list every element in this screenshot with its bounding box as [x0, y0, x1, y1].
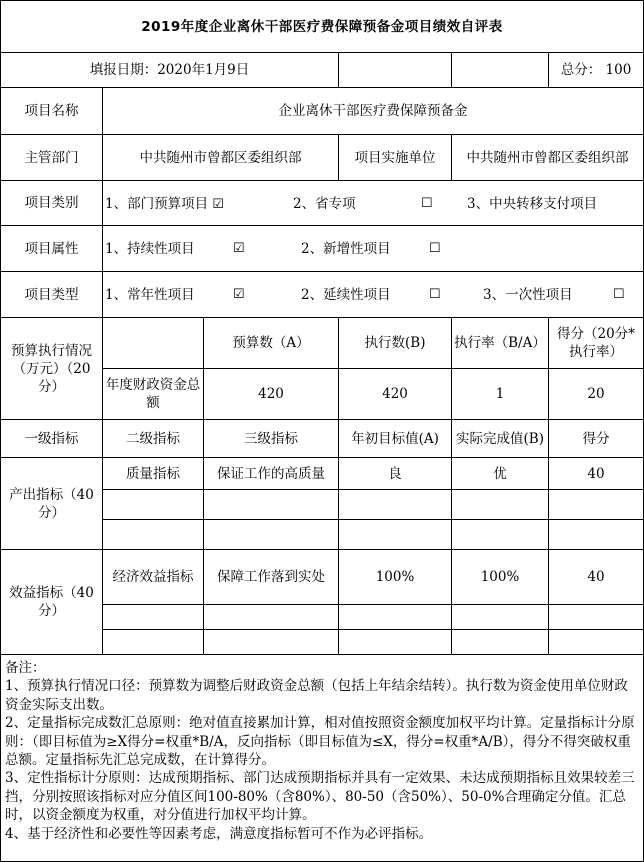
checkbox-checked-icon: ☑	[233, 241, 245, 256]
output-actual: 优	[452, 458, 549, 490]
category-options	[103, 181, 644, 226]
category-option: 1、部门预算项目 ☑	[105, 196, 225, 212]
benefit-target: 100%	[339, 550, 452, 605]
attr-options	[103, 226, 644, 272]
category-option: 2、省专项	[293, 196, 356, 212]
benefit-label: 效益指标（40分）	[1, 550, 103, 655]
category-option: 3、中央转移支付项目	[467, 196, 598, 212]
type-label: 项目类型	[1, 272, 103, 318]
dept-label: 主管部门	[1, 135, 103, 181]
type-option: 2、延续性项目	[301, 287, 391, 303]
blank-cell	[103, 318, 204, 369]
project-name-label: 项目名称	[1, 88, 103, 135]
ind-h1: 一级指标	[1, 420, 103, 458]
type-option: 3、一次性项目	[483, 287, 573, 303]
output-l3: 保证工作的高质量	[204, 458, 339, 490]
checkbox-empty-icon: ☐	[421, 196, 433, 211]
ind-h6: 得分	[549, 420, 644, 458]
rate-header: 执行率（B/A）	[452, 318, 549, 369]
notes	[1, 655, 644, 862]
total-value: 100	[605, 62, 632, 78]
attr-option: 2、新增性项目	[301, 241, 391, 257]
output-l2: 质量指标	[103, 458, 204, 490]
total-score	[549, 53, 644, 88]
benefit-l3: 保障工作落到实处	[204, 550, 339, 605]
ind-h4: 年初目标值(A)	[339, 420, 452, 458]
note-item: 3、定性指标计分原则：达成预期指标、部门达成预期指标并具有一定效果、未达成预期指标且效果较差三挡，分别按照该指标对应分值区间100-80%（含80%）、80-50（含50%）、50-0%合理确定分值。汇总时，以资金额度为权重，对分值进行加权平均计算。	[5, 770, 635, 824]
checkbox-checked-icon: ☑	[233, 287, 245, 302]
fill-date: 填报日期：2020年1月9日	[1, 53, 339, 88]
benefit-actual: 100%	[452, 550, 549, 605]
exec-value: 420	[339, 369, 452, 420]
page-title: 2019年度企业离休干部医疗费保障预备金项目绩效自评表	[1, 1, 644, 53]
notes-heading: 备注：	[5, 660, 46, 676]
attr-label: 项目属性	[1, 226, 103, 272]
output-label: 产出指标（40分）	[1, 458, 103, 550]
exec-header: 执行数(B)	[339, 318, 452, 369]
budget-header: 预算数（A）	[204, 318, 339, 369]
budget-score-value: 20	[549, 369, 644, 420]
note-item: 2、定量指标完成数汇总原则：绝对值直接累加计算，相对值按照资金额度加权平均计算。定量指标计分原则：（即目标值为≥X得分=权重*B/A，反向指标（即目标值为≤X，得分=权重*A/B），得分不得突破权重总额。定量指标先汇总完成数，在计算得分。	[5, 715, 635, 769]
output-target: 良	[339, 458, 452, 490]
output-score: 40	[549, 458, 644, 490]
checkbox-empty-icon: ☐	[429, 287, 441, 302]
score-header: 得分（20分*执行率）	[549, 318, 644, 369]
note-item: 4、基于经济性和必要性等因素考虑，满意度指标暂可不作为必评指标。	[5, 825, 433, 842]
total-label: 总分：	[560, 62, 602, 78]
rate-value: 1	[452, 369, 549, 420]
ind-h3: 三级指标	[204, 420, 339, 458]
category-label: 项目类别	[1, 181, 103, 226]
dept-value: 中共随州市曾都区委组织部	[103, 135, 339, 181]
ind-h5: 实际完成值(B)	[452, 420, 549, 458]
benefit-l2: 经济效益指标	[103, 550, 204, 605]
budget-row-label: 年度财政资金总额	[103, 369, 204, 420]
type-option: 1、常年性项目	[105, 287, 195, 303]
project-name-value: 企业离休干部医疗费保障预备金	[103, 88, 644, 135]
checkbox-empty-icon: ☐	[429, 241, 441, 256]
attr-option: 1、持续性项目	[105, 241, 195, 257]
type-options	[103, 272, 644, 318]
checkbox-checked-icon: ☑	[212, 197, 225, 212]
blank-cell	[452, 53, 549, 88]
budget-value: 420	[204, 369, 339, 420]
note-item: 1、预算执行情况口径：预算数为调整后财政资金总额（包括上年结余结转）。执行数为资金使用单位财政资金实际支出数。	[5, 678, 628, 713]
impl-label: 项目实施单位	[339, 135, 452, 181]
checkbox-empty-icon: ☐	[613, 287, 625, 302]
ind-h2: 二级指标	[103, 420, 204, 458]
budget-label: 预算执行情况（万元）（20分）	[1, 318, 103, 420]
impl-value: 中共随州市曾都区委组织部	[452, 135, 644, 181]
blank-cell	[339, 53, 452, 88]
benefit-score: 40	[549, 550, 644, 605]
